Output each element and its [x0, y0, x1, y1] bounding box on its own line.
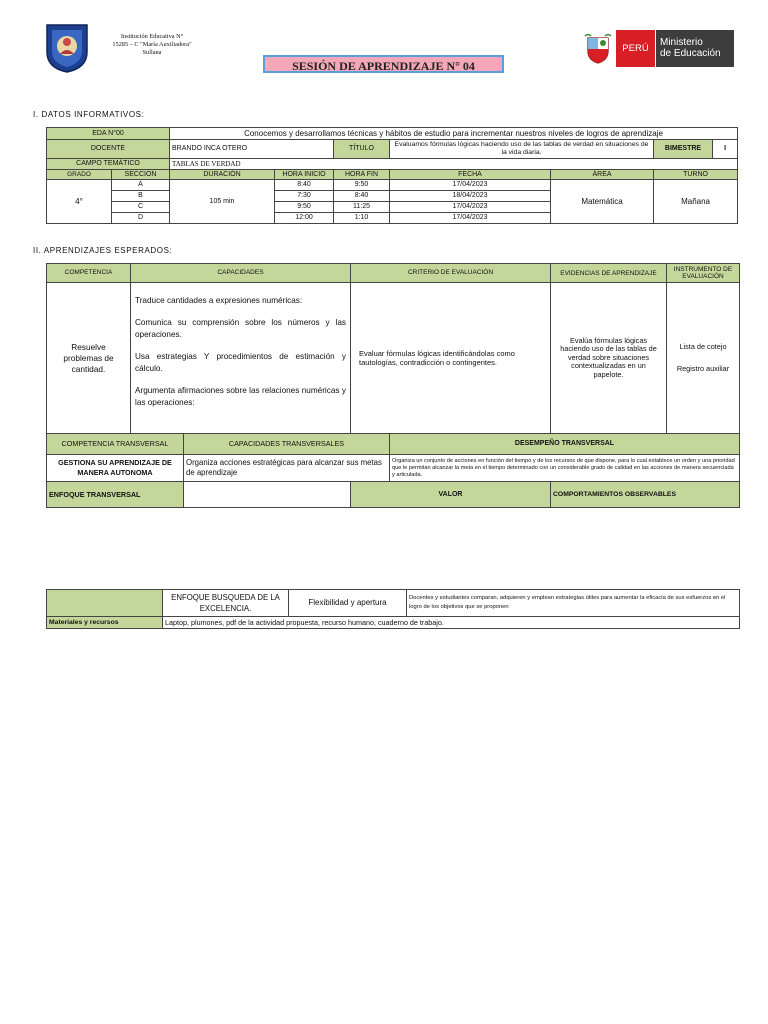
- materiales-label: Materiales y recursos: [47, 617, 163, 629]
- valor-value: Flexibilidad y apertura: [289, 590, 407, 617]
- school-info: [96, 33, 208, 57]
- session-title-box: [263, 55, 504, 73]
- section-2-heading: II. APRENDIZAJES ESPERADOS:: [33, 246, 173, 255]
- desempeno-value: Organiza un conjunto de acciones en función del tiempo y de los recursos de que dispone, para lo cual establece un orden y una prioridad que le permitan alcanzar la meta en el tiempo determinado con un considerable grado de calidad en las acciones de manera secuenciada y articulada.: [390, 455, 740, 482]
- enfoque-transversal-label: ENFOQUE TRANSVERSAL: [47, 482, 184, 508]
- evidencias-value: Evalúa fórmulas lógicas haciendo uso de las tablas de verdad sobre situaciones contextualizadas en un papelote.: [551, 283, 667, 434]
- enfoque-blank: [184, 482, 351, 508]
- instrumento-cell: [667, 283, 740, 434]
- enfoque-value: ENFOQUE BUSQUEDA DE LA EXCELENCIA.: [163, 590, 289, 617]
- capacidades-list: [131, 283, 351, 434]
- col-turno: TURNO: [654, 170, 738, 180]
- fecha-cell: 18/04/2023: [390, 191, 551, 202]
- capacidad-item: Argumenta afirmaciones sobre las relaciones numéricas y las operaciones:: [135, 386, 346, 407]
- bimestre-label: BIMESTRE: [654, 140, 713, 159]
- col-evidencias: EVIDENCIAS DE APRENDIZAJE: [551, 264, 667, 283]
- comp-transversal-value: GESTIONA SU APRENDIZAJE DE MANERA AUTONOMA: [47, 455, 184, 482]
- col-criterio: CRITERIO DE EVALUACIÓN: [351, 264, 551, 283]
- docente-label: DOCENTE: [47, 140, 170, 159]
- fin-cell: 11:25: [334, 202, 390, 213]
- col-seccion: SECCIÓN: [112, 170, 170, 180]
- seccion-cell: C: [112, 202, 170, 213]
- enfoque-blank-cell: [47, 590, 163, 617]
- col-desempeno-transversal: DESEMPEÑO TRANSVERSAL: [390, 434, 740, 455]
- turno-value: Mañana: [654, 180, 738, 224]
- col-competencia: COMPETENCIA: [47, 264, 131, 283]
- docente-value: BRANDO INCA OTERO: [170, 140, 334, 159]
- inicio-cell: 12:00: [275, 213, 334, 224]
- fin-cell: 8:40: [334, 191, 390, 202]
- seccion-cell: A: [112, 180, 170, 191]
- materiales-value: Laptop, plumones, pdf de la actividad propuesta, recurso humano, cuaderno de trabajo.: [163, 617, 740, 629]
- capacidad-item: Comunica su comprensión sobre los números y las operaciones.: [135, 318, 346, 339]
- capacidad-item: Traduce cantidades a expresiones numéricas:: [135, 296, 303, 305]
- grado-value: 4°: [47, 180, 112, 224]
- col-duracion: DURACIÓN: [170, 170, 275, 180]
- criterio-value: Evaluar fórmulas lógicas identificándolas como tautologías, contradicción o contingentes.: [351, 283, 551, 434]
- school-crest-logo: [44, 22, 90, 74]
- cap-transversal-value: Organiza acciones estratégicas para alcanzar sus metas de aprendizaje: [184, 455, 390, 482]
- session-title: SESIÓN DE APRENDIZAJE N° 04: [292, 59, 475, 73]
- titulo-label: TÍTULO: [334, 140, 390, 159]
- fecha-cell: 17/04/2023: [390, 180, 551, 191]
- valor-label: VALOR: [351, 482, 551, 508]
- fecha-cell: 17/04/2023: [390, 213, 551, 224]
- bimestre-value: I: [713, 140, 738, 159]
- seccion-cell: D: [112, 213, 170, 224]
- capacidad-item: Usa estrategias Y procedimientos de estimación y cálculo.: [135, 352, 346, 373]
- enfoque-materiales-table: [46, 589, 740, 629]
- gov-ministry: Ministerio de Educación: [656, 30, 734, 67]
- aprendizajes-table: [46, 263, 740, 508]
- col-area: ÁREA: [551, 170, 654, 180]
- inicio-cell: 7:30: [275, 191, 334, 202]
- titulo-value: Evaluamos fórmulas lógicas haciendo uso de las tablas de verdad en situaciones de la vida diaria.: [390, 140, 654, 159]
- col-fecha: FECHA: [390, 170, 551, 180]
- gov-logo: [616, 30, 734, 67]
- comportamientos-label: COMPORTAMIENTOS OBSERVABLES: [551, 482, 740, 508]
- campo-label: CAMPO TEMÁTICO: [47, 159, 170, 170]
- duracion-value: 105 min: [170, 180, 275, 224]
- col-hora-inicio: HORA INICIO: [275, 170, 334, 180]
- col-capacidades-transversales: CAPACIDADES TRANSVERSALES: [184, 434, 390, 455]
- fecha-cell: 17/04/2023: [390, 202, 551, 213]
- instrumento-2: Registro auxiliar: [676, 364, 730, 373]
- section-1-heading: I. DATOS INFORMATIVOS:: [33, 110, 145, 119]
- gov-country: PERÚ: [616, 30, 655, 67]
- peru-coat-of-arms-icon: [584, 33, 612, 65]
- col-hora-fin: HORA FIN: [334, 170, 390, 180]
- col-competencia-transversal: COMPETENCIA TRANSVERSAL: [47, 434, 184, 455]
- seccion-cell: B: [112, 191, 170, 202]
- school-line: Sullana: [142, 49, 162, 56]
- instrumento-1: Lista de cotejo: [679, 342, 727, 351]
- eda-value: Conocemos y desarrollamos técnicas y hábitos de estudio para incrementar nuestros niveles de logros de aprendizaje: [170, 128, 738, 140]
- table-row: [47, 180, 738, 191]
- school-line: 15285 – C "María Auxiliadora": [112, 41, 192, 48]
- school-line: Institución Educativa N°: [120, 33, 184, 40]
- campo-value: TABLAS DE VERDAD: [170, 159, 738, 170]
- fin-cell: 1:10: [334, 213, 390, 224]
- area-value: Matemática: [551, 180, 654, 224]
- fin-cell: 9:50: [334, 180, 390, 191]
- datos-informativos-table: [46, 127, 738, 224]
- col-grado: GRADO: [47, 170, 112, 180]
- inicio-cell: 9:50: [275, 202, 334, 213]
- inicio-cell: 8:40: [275, 180, 334, 191]
- comportamiento-value: Docentes y estudiantes comparan, adquieren y emplean estrategias útiles para aumentar la eficacia de sus esfuerzos en el logro de los objetivos que se proponen: [407, 590, 740, 617]
- col-capacidades: CAPACIDADES: [131, 264, 351, 283]
- competencia-value: Resuelve problemas de cantidad.: [47, 283, 131, 434]
- col-instrumento: INSTRUMENTO DE EVALUACIÓN: [667, 264, 740, 283]
- eda-label: EDA N°00: [47, 128, 170, 140]
